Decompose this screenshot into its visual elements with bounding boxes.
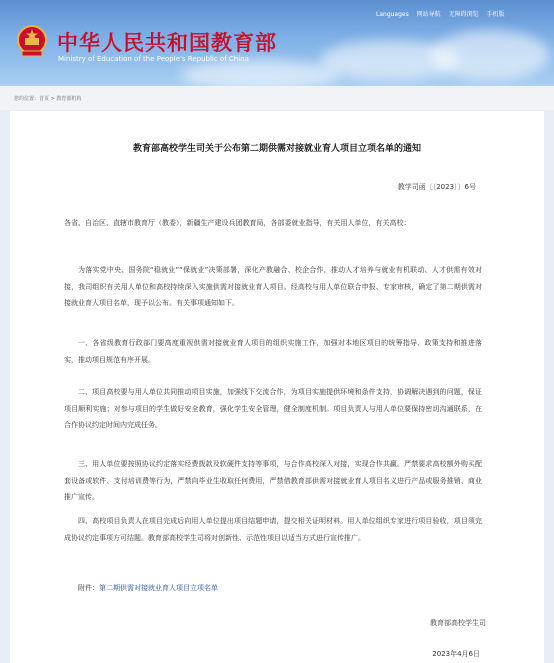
attachment-label: 附件： [78, 584, 99, 592]
breadcrumb[interactable]: 您的位置：首页 > 教育部机构 [14, 96, 82, 102]
paragraph-3: 三、用人单位要按照协议约定落实经费拨款及软硬件支持等事项，与合作高校深入对接，实现合作共赢。严禁要求高校额外购买配套设备或软件、支付培训费等行为，严禁向毕业生收取任何费用，严禁借教育部供需对接就业育人项目名义进行产品或服务推销、商业推广宣传。 [64, 460, 482, 501]
document-number: 教学司函〔〔2023〕〕6号 [397, 183, 476, 191]
national-emblem-icon [16, 24, 48, 58]
paragraph-intro: 为落实党中央、国务院“稳就业”“保就业”决策部署，深化产教融合、校企合作，推动人才培养与就业有机联动、人才供需有效对接，我司组织有关用人单位和高校持续深入实施供需对接就业育人项目。经高校与用人单位联合申报、专家审核，确定了第二期供需对接就业育人项目名单，现予以公布。有关事项通知如下。 [64, 266, 482, 307]
mobile-link[interactable]: 手机版 [486, 11, 505, 18]
attachment [64, 580, 482, 597]
paragraph-4: 四、高校项目负责人在项目完成后向用人单位提出项目结题申请，提交相关证明材料。用人单位组织专家进行项目验收，项目须完成协议约定事项方可结题。教育部高校学生司将对创新性、示范性项目以适当方式进行宣传推广。 [64, 517, 482, 542]
accessibility-link[interactable]: 无障碍浏览 [448, 11, 479, 18]
article-title: 教育部高校学生司关于公布第二期供需对接就业育人项目立项名单的通知 [132, 144, 421, 154]
breadcrumb-bar [0, 86, 554, 110]
paragraph-1: 一、各省级教育行政部门要高度重视供需对接就业育人项目的组织实施工作，加强对本地区项目的统筹指导、政策支持和推进落实，推动项目规范有序开展。 [64, 339, 482, 364]
site-header [0, 0, 554, 86]
site-nav-link[interactable]: 网站导航 [416, 11, 441, 18]
attachment-link[interactable]: 第二期供需对接就业育人项目立项名单 [99, 584, 218, 592]
site-title-en: Ministry of Education of the People's Republic of China [58, 55, 249, 63]
top-links [376, 9, 511, 18]
publish-date: 2023年4月6日 [432, 650, 480, 658]
site-title[interactable]: 中华人民共和国教育部 [57, 31, 277, 55]
languages-link[interactable]: Languages [376, 11, 409, 18]
paragraph-2: 二、项目高校要与用人单位共同推动项目实施，加强线下交流合作，为项目实施提供环境和条件支持，协调解决遇到的问题，保证项目顺利实施；对参与项目的学生做好安全教育，强化学生安全管理，健全制度机制。项目负责人与用人单位要保持密切沟通联系，在合作协议约定时间内完成任务。 [64, 388, 482, 429]
signature: 教育部高校学生司 [430, 619, 486, 627]
salutation: 各省、自治区、直辖市教育厅（教委），新疆生产建设兵团教育局，各部委就业指导，有关用人单位，有关高校： [64, 219, 411, 227]
